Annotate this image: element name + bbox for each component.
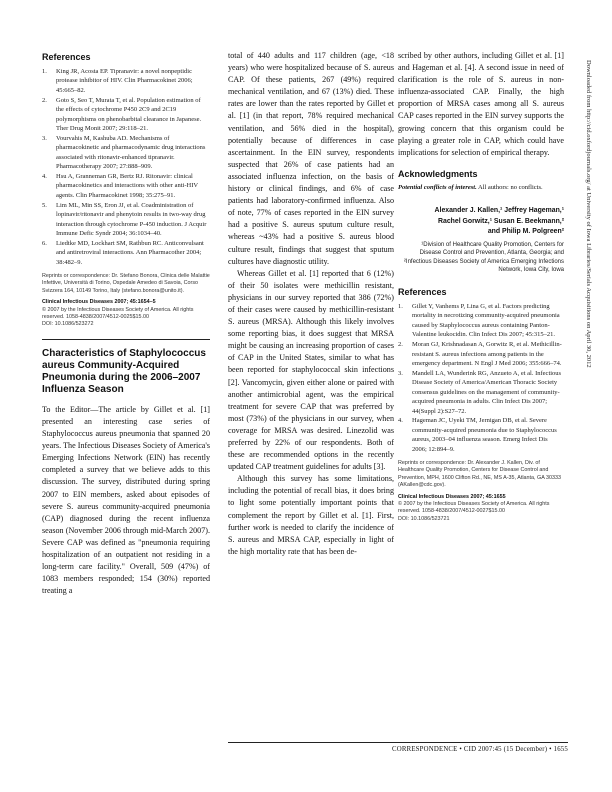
cid-citation: 2007; 45:1654–5 (114, 299, 156, 306)
reference-number: 3. (398, 369, 403, 377)
article-title: Characteristics of Staphylococcus aureus Community-Acquired Pneumonia during the 2006–2007 Influenza Season (42, 347, 206, 395)
reference-item (398, 340, 564, 368)
reference-text: Gillet Y, Vanhems P, Lina G, et al. Factors predicting mortality in necrotizing community-acquired pneumonia caused by Staphylococcus aureus containing Panton-Valentine leukocidin. Clin Infect Dis 2007; 45:315–21. (412, 303, 560, 339)
body-paragraph: total of 440 adults and 117 children (age, <18 years) who were hospitalized because of S. aureus CAP. Of these patients, 267 (49%) required mechanical ventilation, and 67 (13%) died. These rates are lower than the rates reported by Gillet et al. [1] (in that report, 78% required mechanical ventilation, and 56% died in the hospital), potentially because of differences in case ascertainment. In the EIN survey, respondents suspected that 26% of case patients had an associated influenza infection, on the basis of history or clinical findings, and 6% of case patients had laboratory-confirmed influenza. Also of note, 77% of cases reported in the EIN survey had a positive S. aureus sputum culture result, whereas ~43% had a positive S. aureus blood culture result, findings that suggest that sputum cultures have diagnostic utility. (228, 51, 394, 266)
reference-text: Moran GJ, Krishnadasan A, Gorwitz R, et al. Methicillin-resistant S. aureus infections among patients in the emergency department. N Engl J Med 2006; 355:666–74. (412, 341, 562, 367)
reprints-note: Reprints or correspondence: Dr. Stefano Bonora, Clinica delle Malattie Infettive, Università di Torino, Ospedale Amedeo di Savoia, Corso Svizzera 164, 10149 Torino, Italy (stefano.bonora@unito.it). (42, 273, 210, 294)
reference-number: 2. (398, 341, 403, 349)
reference-number: 1. (42, 68, 47, 75)
page-footer (228, 742, 568, 753)
reference-text: Hsu A, Granneman GR, Bertz RJ. Ritonavir: clinical pharmacokinetics and interactions with other anti-HIV agents. Clin Pharmacokinet 1998; 35:275–91. (56, 172, 198, 199)
author-line: and Philip M. Polgreen² (487, 228, 564, 236)
download-watermark: Downloaded from http://cid.oxfordjournals.org/ at University of Iowa Libraries/Serials Acquisitions on April 30, 2012 (585, 60, 592, 368)
cid-copyright: © 2007 by the Infectious Diseases Society of America. All rights reserved. 1058-4838/2007/4512-0027$15.00 (398, 501, 550, 515)
reference-number: 3. (42, 134, 47, 142)
conflict-statement (398, 184, 564, 193)
author-affiliation: ¹Division of Healthcare Quality Promotion, Centers for Disease Control and Prevention, Atlanta, Georgia; and ²Infectious Diseases Society of America Emerging Infections Network, Iowa City, Iowa (403, 241, 564, 274)
right-column (398, 50, 564, 523)
cid-doi: DOI: 10.1086/523272 (42, 321, 94, 328)
acknowledgments-heading: Acknowledgments (398, 168, 478, 179)
reference-item (42, 134, 210, 172)
reprints-note: Reprints or correspondence: Dr. Alexander J. Kallen, Div. of Healthcare Quality Promotion, Centers for Disease Control and Prevention, MPH, 1600 Clifton Rd., NE, MS A-35, Atlanta, GA 30333 (AKallen@cdc.gov). (398, 460, 562, 489)
reference-item (398, 302, 564, 340)
cid-info (398, 494, 564, 524)
author-line: Alexander J. Kallen,¹ Jeffrey Hageman,¹ (434, 207, 564, 215)
references-heading: References (42, 52, 91, 62)
reference-item (42, 239, 210, 267)
cid-info (42, 299, 210, 329)
reference-number: 6. (42, 239, 47, 247)
body-paragraph: Although this survey has some limitations, including the potential of recall bias, it does bring to light some potentially important points that complement the report by Gillet et al. [1]. First, further work is needed to clarify the incidence of S. aureus and MRSA CAP, especially in light of the high mortality rate that has been de- (228, 474, 394, 556)
reference-text: Lim ML, Min SS, Eron JJ, et al. Coadministration of lopinavir/ritonavir and phenytoin results in two-way drug interaction through cytochrome P-450 induction. J Acquir Immune Defic Syndr 2004; 36:1034–40. (56, 201, 207, 237)
reference-text: Vourvahis M, Kashuba AD. Mechanisms of pharmacokinetic and pharmacodynamic drug interactions associated with ritonavir-enhanced tipranavir. Pharmacotherapy 2007; 27:888–909. (56, 134, 206, 171)
middle-column (228, 50, 394, 558)
cid-citation: 2007; 45:1655 (470, 493, 506, 500)
conflict-text: All authors: no conflicts. (476, 183, 543, 191)
reference-item (42, 172, 210, 200)
reference-text: Hageman JC, Uyeki TM, Jernigan DB, et al. Severe community-acquired pneumonia due to Staphylococcus aureus, 2003–04 influenza season. Emerg Infect Dis 2006; 12:894–9. (412, 417, 557, 453)
left-column (42, 50, 210, 597)
article-body-intro: To the Editor—The article by Gillet et al. [1] presented an interesting case series of Staphylococcus aureus pneumonia that spanned 20 years. The Infectious Diseases Society of America's Emerging Infections Network (EIN) has recently completed a survey that we believe adds to this discussion. The survey, distributed during spring 2007 to EIN members, asked about episodes of severe S. aureus community-acquired pneumonia (CAP) diagnosed during the recent influenza season (November 2006 through mid-March 2007). Severe CAP was defined as "pneumonia requiring hospitalization of an outpatient not residing in a long-term care facility." Overall, 509 (47%) of 1083 members responded; 154 (30%) reported treating a (42, 404, 210, 596)
cid-copyright: © 2007 by the Infectious Diseases Society of America. All rights reserved. 1058-4838/2007/4512-0025$15.00 (42, 306, 194, 321)
reference-text: King JR, Acosta EP. Tipranavir: a novel nonpeptidic protease inhibitor of HIV. Clin Pharmacokinet 2006; 45:665–82. (56, 68, 193, 94)
section-divider (42, 339, 210, 340)
author-line: Rachel Gorwitz,¹ Susan E. Beekmann,² (438, 217, 564, 225)
reference-list (398, 302, 564, 454)
body-paragraph: Whereas Gillet et al. [1] reported that 6 (12%) of their 50 isolates were methicillin resistant, physicians in our survey reported that 386 (72%) of their cases were caused by methicillin-resistant S. aureus (MRSA). Although this likely involves some reporting bias, it does suggest that MRSA might be causing an increasing proportion of cases of CAP in the United States, similar to what has been reported for staphylococcal skin infections [2]. Vancomycin, given either alone or paired with another antimicrobial agent, was the empirical treatment for severe CAP that was preferred by most (73%) of the physicians in our survey, when coverage for MRSA was desired. Linezolid was preferred by 22% of our respondents. Both of these are recommended options in the recently updated CAP treatment guidelines for adults [3]. (228, 268, 394, 472)
references-heading: References (398, 287, 447, 298)
reference-item (398, 416, 564, 454)
reference-number: 2. (42, 96, 47, 104)
cid-doi: DOI: 10.1086/523721 (398, 515, 450, 522)
footer-text: CORRESPONDENCE • CID 2007:45 (15 December) • 1655 (392, 746, 568, 753)
reference-text: Mandell LA, Wunderink RG, Anzueto A, et al. Infectious Disease Society of America/American Thoracic Society consensus guidelines on the management of community-acquired pneumonia in adults. Clin Infect Dis 2007; 44(Suppl 2):S27–72. (412, 369, 562, 415)
cid-journal: Clinical Infectious Diseases (398, 493, 470, 500)
reference-text: Goto S, Seo T, Murata T, et al. Population estimation of the effects of cytochrome P450 2C9 and 2C19 polymorphisms on phenobarbital clearance in Japanese. Ther Drug Monit 2007; 29:118–21. (56, 96, 202, 132)
reference-item (42, 96, 210, 134)
reference-item (42, 67, 210, 95)
conflict-label: Potential conflicts of interest. (398, 183, 477, 191)
reference-number: 1. (398, 303, 403, 311)
body-paragraph: scribed by other authors, including Gillet et al. [1] and Hageman et al. [4]. A second issue in need of clarification is the role of S. aureus in non-influenza-associated CAP. Finally, the high proportion of MRSA cases among all S. aureus CAP cases reported in the EIN survey supports the growing concern that this organism could be playing a greater role in CAP, which could have implications for selection of empirical therapy. (398, 51, 564, 157)
reference-item (398, 369, 564, 416)
reference-number: 5. (42, 201, 47, 209)
author-block (398, 206, 564, 237)
reference-text: Liedtke MD, Lockhart SM, Rathbun RC. Anticonvulsant and antiretroviral interactions. Ann Pharmacother 2004; 38:482–9. (56, 239, 204, 266)
reference-list (42, 67, 210, 267)
reference-item (42, 201, 210, 239)
cid-journal: Clinical Infectious Diseases (42, 299, 114, 306)
reference-number: 4. (398, 417, 403, 425)
reference-number: 4. (42, 172, 47, 180)
